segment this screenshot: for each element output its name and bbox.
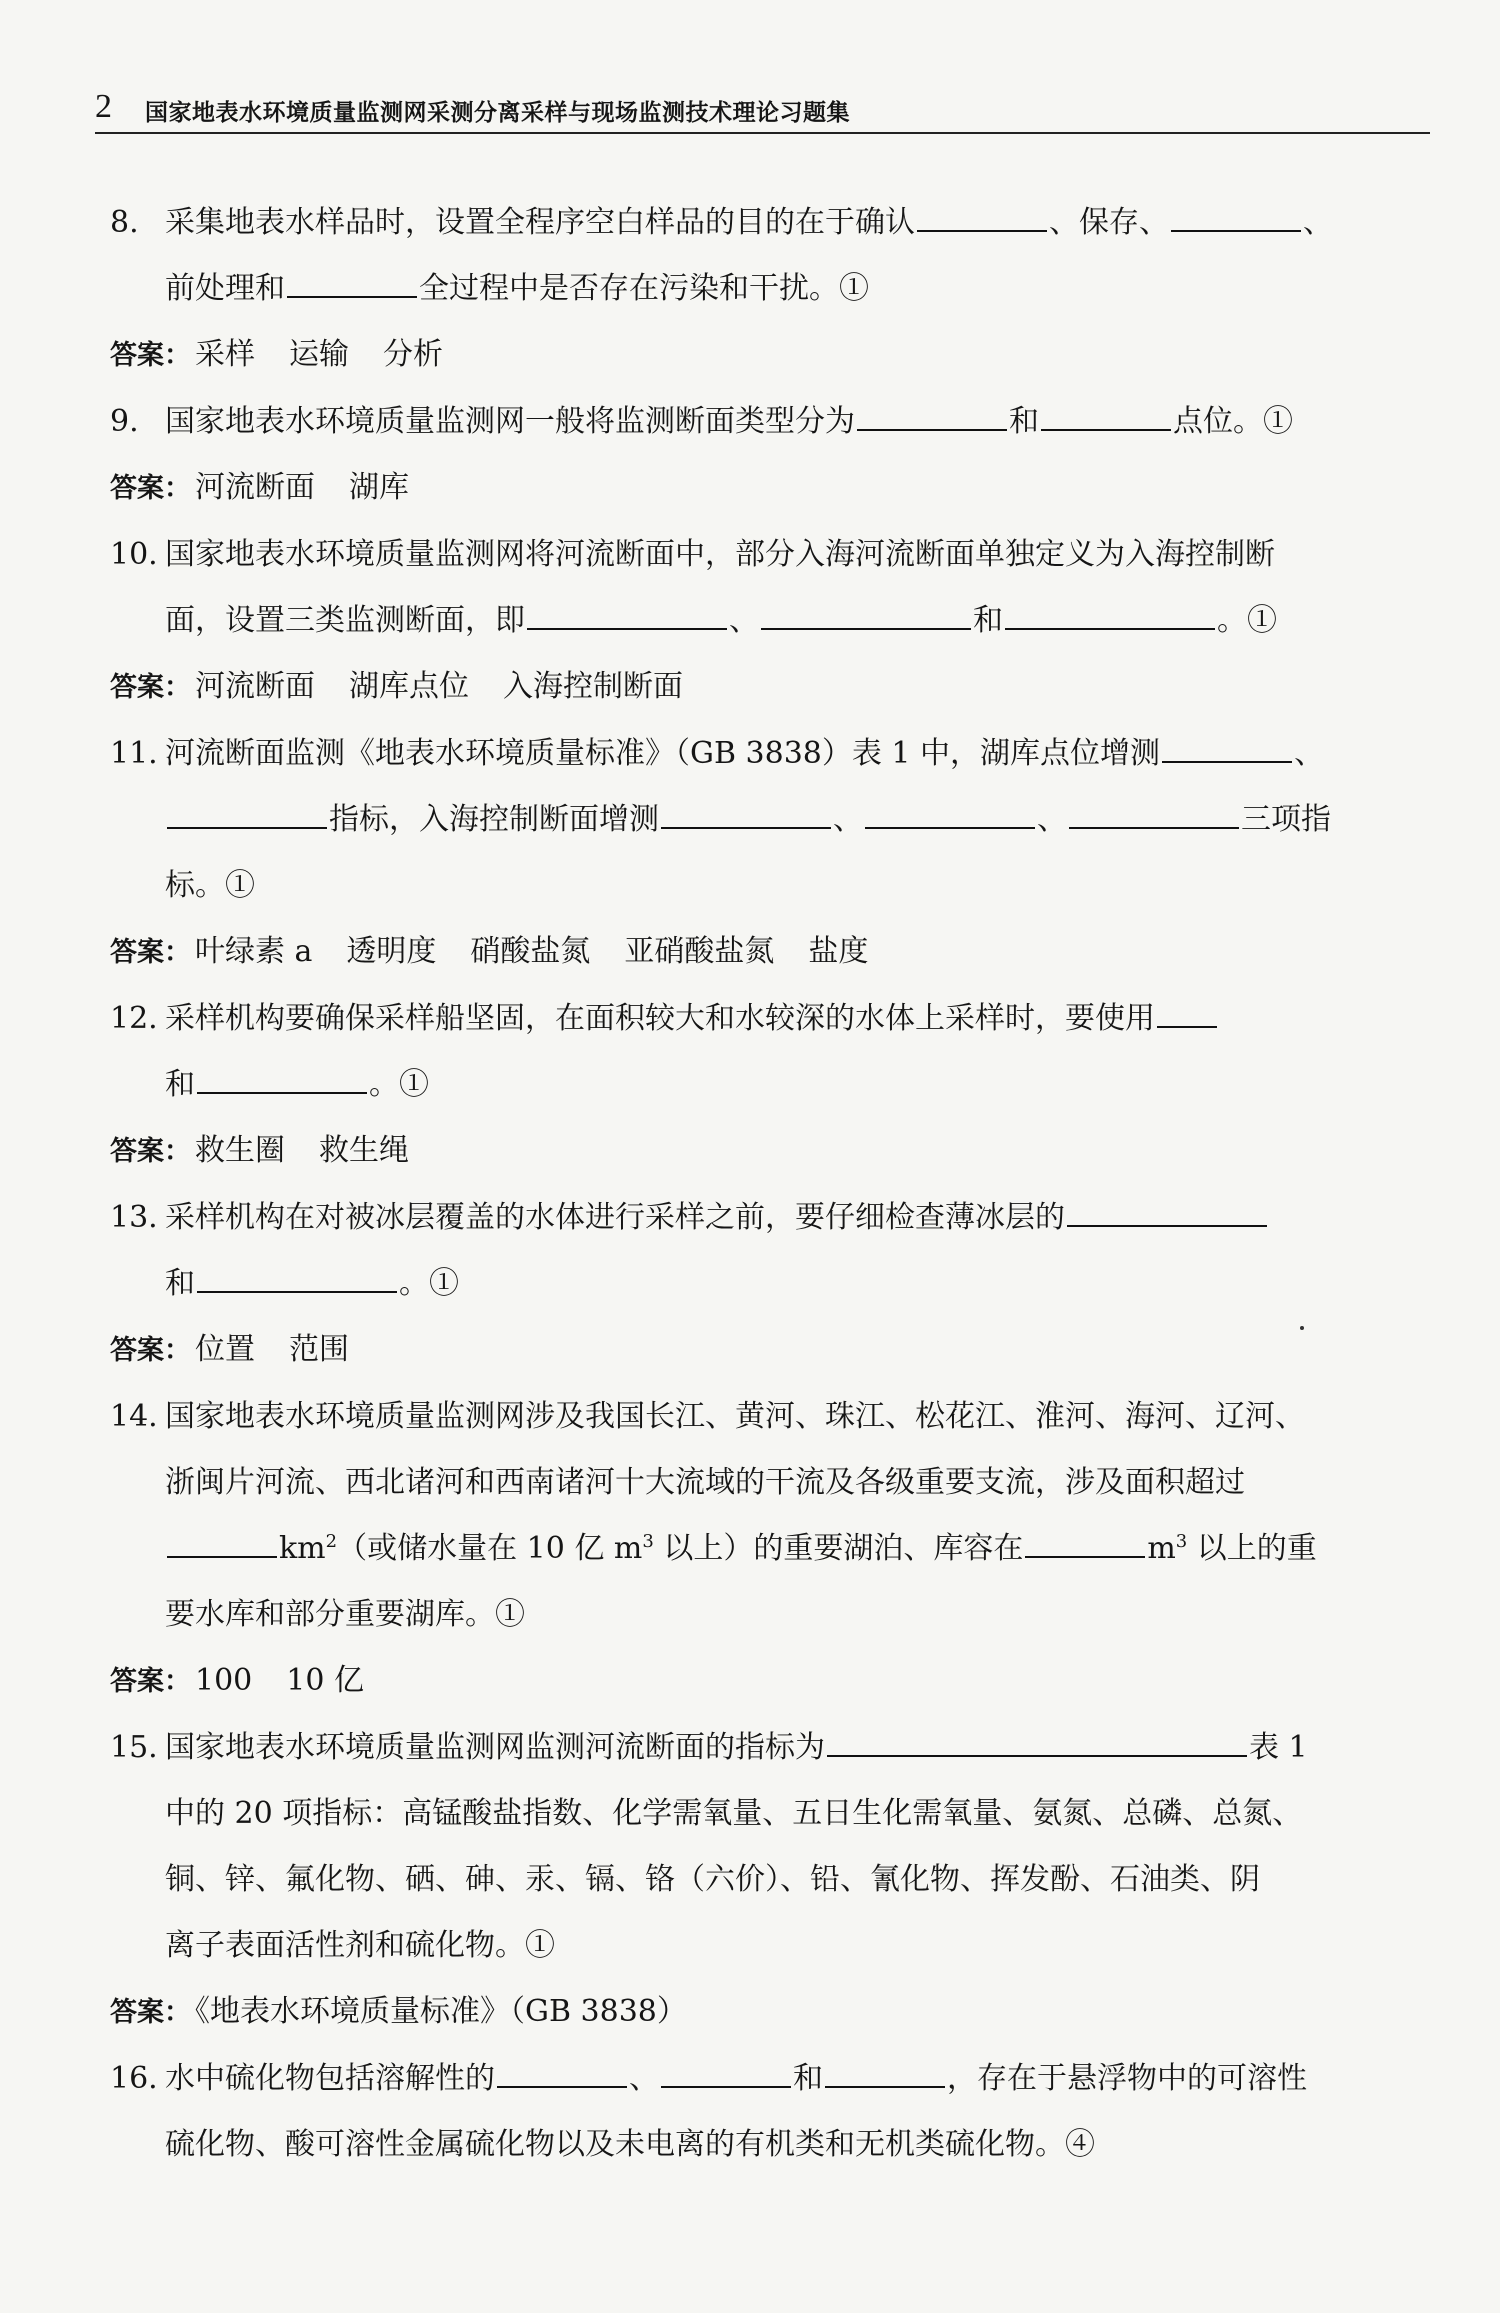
question-9: 9. 国家地表水环境质量监测网一般将监测断面类型分为 和 点位。① (110, 404, 1293, 439)
question-13: 13. 采样机构在对被冰层覆盖的水体进行采样之前，要仔细检查薄冰层的 和 。① (110, 1185, 1440, 1317)
answer-12: 答案： 救生圈 救生绳 (110, 1133, 409, 1168)
blank[interactable] (197, 1066, 367, 1094)
running-header (95, 86, 1430, 134)
question-8: 8. 采集地表水样品时，设置全程序空白样品的目的在于确认 、保存、 、 前处理和 全过程中是否存在污染和干扰。① (110, 205, 1333, 306)
running-title: 国家地表水环境质量监测网采测分离采样与现场监测技术理论习题集 (145, 100, 850, 126)
blank[interactable] (661, 2060, 791, 2088)
blank[interactable] (1069, 801, 1239, 829)
blank[interactable] (1171, 204, 1301, 232)
blank[interactable] (1162, 735, 1292, 763)
blank[interactable] (287, 270, 417, 298)
question-16: 16. 水中硫化物包括溶解性的 、 和 ，存在于悬浮物中的可溶性 硫化物、酸可溶性金属硫化物以及未电离的有机类和无机类硫化物。④ (110, 2061, 1307, 2162)
blank[interactable] (917, 204, 1047, 232)
answer-10: 答案： 河流断面 湖库点位 入海控制断面 (110, 669, 683, 704)
blank[interactable] (1025, 1530, 1145, 1558)
blank[interactable] (1157, 1000, 1217, 1028)
answer-11: 答案： 叶绿素 a 透明度 硝酸盐氮 亚硝酸盐氮 盐度 (110, 934, 869, 969)
blank[interactable] (825, 2060, 945, 2088)
blank[interactable] (857, 403, 1007, 431)
blank[interactable] (527, 602, 727, 630)
blank[interactable] (167, 801, 327, 829)
question-list (110, 190, 1440, 2178)
blank[interactable] (167, 1530, 277, 1558)
blank[interactable] (827, 1729, 1247, 1757)
answer-9: 答案： 河流断面 湖库 (110, 470, 409, 505)
blank[interactable] (1067, 1199, 1267, 1227)
answer-15: 答案： 《地表水环境质量标准》（GB 3838） (110, 1994, 687, 2029)
blank[interactable] (661, 801, 831, 829)
page-number: 2 (95, 88, 112, 125)
blank[interactable] (1005, 602, 1215, 630)
answer-8: 答案： 采样 运输 分析 (110, 337, 443, 372)
question-11: 11. 河流断面监测《地表水环境质量标准》（GB 3838）表 1 中，湖库点位增测 、 指标，入海控制断面增测 、 、 三项指 标。① (110, 736, 1331, 903)
blank[interactable] (197, 1265, 397, 1293)
blank[interactable] (1041, 403, 1171, 431)
question-15: 15. 国家地表水环境质量监测网监测河流断面的指标为 表 1 中的 20 项指标：高锰酸盐指数、化学需氧量、五日生化需氧量、氨氮、总磷、总氮、 铜、锌、氟化物、硒、砷、汞、镉、铬（六价）、铅、氰化物、挥发酚、石油类、阴 离子表面活性剂和硫化物。① (110, 1730, 1308, 1963)
question-12: 12. 采样机构要确保采样船坚固，在面积较大和水较深的水体上采样时，要使用 和 。① (110, 986, 1440, 1118)
answer-14: 答案： 100 10 亿 (110, 1663, 364, 1698)
blank[interactable] (865, 801, 1035, 829)
question-14: 14. 国家地表水环境质量监测网涉及我国长江、黄河、珠江、松花江、淮河、海河、辽河、 浙闽片河流、西北诸河和西南诸河十大流域的干流及各级重要支流，涉及面积超过 $km^2$（或储水量在 10 亿 $m^3$ 以上）的重要湖泊、库容在 $m^3$ 以上的重 要水库和部分重要湖库。① (110, 1399, 1317, 1632)
question-10: 10. 国家地表水环境质量监测网将河流断面中，部分入海河流断面单独定义为入海控制断 面，设置三类监测断面，即 、 和 。① (110, 537, 1277, 638)
answer-13: 答案： 位置 范围 (110, 1332, 349, 1367)
blank[interactable] (497, 2060, 627, 2088)
blank[interactable] (761, 602, 971, 630)
